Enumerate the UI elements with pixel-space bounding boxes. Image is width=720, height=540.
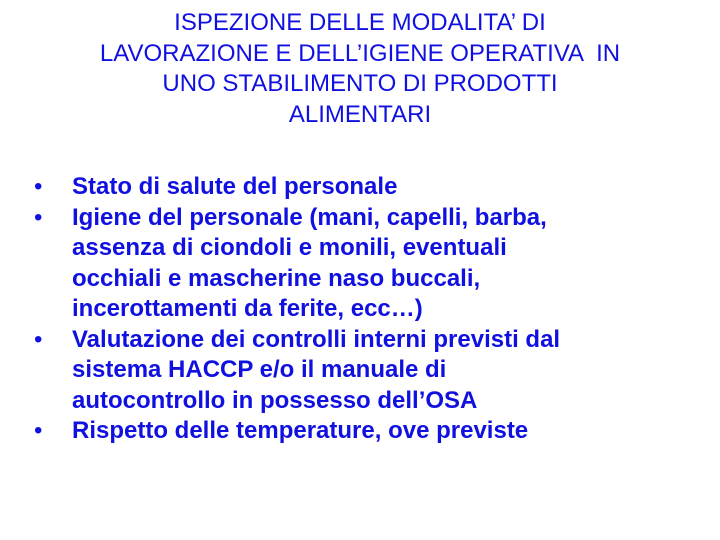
bullet-marker: • [34, 203, 43, 231]
bullet-line: incerottamenti da ferite, ecc…) [72, 295, 423, 322]
bullet-line: Igiene del personale (mani, capelli, barba, [72, 203, 547, 231]
bullet-line: assenza di ciondoli e monili, eventuali [72, 234, 507, 261]
slide-title [20, 8, 700, 130]
title-line: LAVORAZIONE E DELL’IGIENE OPERATIVA IN [99, 39, 621, 67]
bullet-line: Stato di salute del personale [72, 173, 398, 200]
title-line: ALIMENTARI [288, 100, 432, 128]
bullet-line: Valutazione dei controlli interni previsti dal [72, 325, 561, 353]
bullet-item [34, 416, 694, 447]
bullet-line: sistema HACCP e/o il manuale di [72, 356, 447, 383]
bullet-item [34, 203, 694, 325]
bullet-item [34, 172, 694, 203]
bullet-marker: • [34, 417, 43, 444]
title-line: ISPEZIONE DELLE MODALITA’ DI [174, 9, 546, 36]
bullet-marker: • [34, 173, 43, 200]
title-line: UNO STABILIMENTO DI PRODOTTI [162, 70, 558, 97]
bullet-marker: • [34, 325, 43, 353]
bullet-line: occhiali e mascherine naso buccali, [72, 264, 481, 292]
bullet-item [34, 325, 694, 417]
bullet-list [34, 172, 694, 447]
bullet-line: autocontrollo in possesso dell’OSA [72, 386, 478, 414]
bullet-line: Rispetto delle temperature, ove previste [72, 417, 529, 444]
